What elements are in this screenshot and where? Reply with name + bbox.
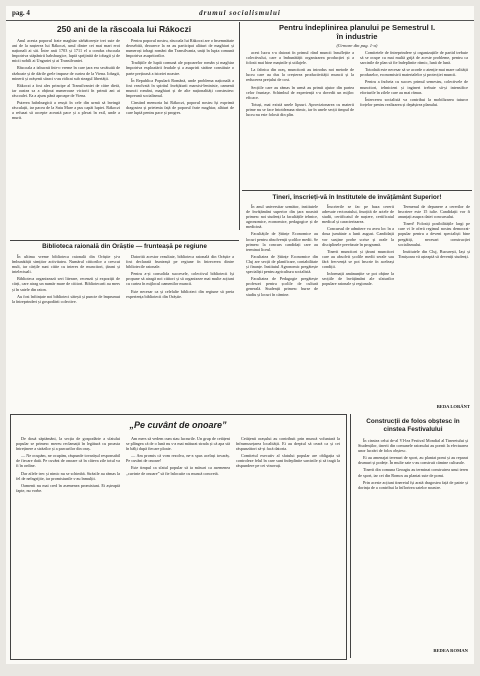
column-divider [350, 414, 351, 658]
paragraph: De două săptămâni, la secția de gospodărie a sfatului popular se primesc mereu reclamații în legătură cu proasta întreținere a străzilor și a parcurilor din oraș. [16, 436, 120, 452]
plan-column-1 [246, 50, 354, 186]
paragraph: acest lucru s-a datorat în primul rând muncii însuflețite a colectivului, care a îmbunătățit organizarea producției și a folosit mai bine mașinile și utilajele. [246, 50, 354, 66]
newspaper-page [6, 6, 474, 664]
paragraph: — Am promis că vom rezolva, ne-a spus același tovarăș. Pe cuvânt de onoare! [126, 453, 230, 464]
newspaper-title: drumul socialismului [199, 9, 281, 17]
paragraph: Pentru a-și consolida succesele, colectivul bibliotecii își propune să atragă noi cititori și să organizeze mai multe acțiuni cu cartea în mijlocul oamenilor muncii. [126, 271, 234, 287]
paragraph: Facultatea de Pedagogie pregătește profesori pentru școlile de cultură generală. Studenții primesc burse de studiu și locuri în cămine. [246, 276, 318, 297]
rakoczi-headline: 250 ani de la răscoala lui Rákoczi [56, 24, 192, 34]
paragraph: Termenul de depunere a cererilor de înscriere este 15 iulie. Candidații vor fi anunțați asupra datei concursului. [398, 204, 470, 220]
column-divider [239, 22, 240, 230]
paragraph: Tinerii din comuna Geoagiu au terminat construirea unui teren de sport, iar cei din Romos au plantat sute de pomi. [358, 467, 468, 478]
paragraph: Dar zilele trec și nimic nu se schimbă. Străzile au rămas la fel de neîngrijite, iar promisiunile s-au înmulțit. [16, 470, 120, 481]
cuvant-column-2 [126, 436, 230, 652]
paragraph: Prin aceste acțiuni tineretul își arată dragostea față de patrie și dorința de a contribui la înflorirea satelor noastre. [358, 479, 468, 490]
paragraph: În cinstea celui de-al VI-lea Festival Mondial al Tineretului și Studenților, tinerii din comunele raionului au pornit la efectuarea unor lucrări de folos obștesc. [358, 438, 468, 454]
cuvant-column-3 [236, 436, 340, 652]
paragraph: Facultățile de Științe Economice au locuri pentru absolvenții școlilor medii. Se primesc la concurs candidați care au terminat liceul. [246, 231, 318, 252]
tineri-signature: BEDA LORÁNT [436, 404, 470, 409]
cuvant-column-1 [16, 436, 120, 652]
paragraph: În Republica Populară Română, unde problema națională a fost rezolvată în spiritul învățăturii marxist-leniniste, oamenii muncii români, maghiari și de alte naționalități construiesc împreună socialismul. [126, 77, 234, 98]
plan-column-2 [360, 50, 468, 186]
plan-headline: Pentru îndeplinirea planului pe Semestrul I. [278, 23, 436, 32]
tineri-headline: Tineri, înscrieți-vă în Institutele de învățământ Superior! [272, 194, 442, 201]
paragraph: Am mers să vedem cum stau lucrurile. Un grup de cetățeni se plângea că de o lună nu s-a mai măturat strada și că apa stă în bălți după fiecare ploaie. [126, 436, 230, 452]
paragraph: Ei au amenajat terenuri de sport, au plantat pomi și au reparat drumuri și podețe. În multe sate s-au construit cămine culturale. [358, 455, 468, 466]
paragraph: Tinerii muncitori și țărani muncitori care au absolvit școlile medii serale sau fără frecvență se pot înscrie în aceleași condiții. [322, 248, 394, 270]
paragraph: Este timpul ca sfatul popular să ia măsuri ca asemenea „cuvinte de onoare” să fie înlocuite cu muncă concretă. [126, 465, 230, 476]
paragraph: Înscrierile se fac pe baza cererii adresate rectoratului, însoțită de actele de studii, certificatul de naștere, certificatul medical și caracterizarea. [322, 204, 394, 225]
rakoczi-column-2 [126, 38, 234, 238]
page-number: pag. 4 [12, 9, 30, 17]
paragraph: Biblioteca organizează seri literare, recenzii și expoziții de cărți, care atrag un număr mare de cititori. Bibliotecarii au mers și în satele din raion. [12, 276, 120, 292]
paragraph: Institutele din Cluj, București, Iași și Timișoara vă așteaptă să deveniți studenți. [398, 248, 470, 259]
paragraph: Pentru poporul nostru, răscoala lui Rákoczi are o însemnătate deosebită, deoarece la ea au participat alături de maghiari și numeroși iobagi români din Transilvania, uniți în lupta comună împotriva asupritorilor. [126, 38, 234, 59]
tineri-column-2 [322, 204, 394, 410]
paragraph: Datorită acestor rezultate, biblioteca raională din Orăștie a fost declarată frunteașă pe regiune în întrecerea dintre bibliotecile raionale. [126, 254, 234, 270]
paragraph: Întrecerea socialistă va contribui la mobilizarea tuturor forțelor pentru realizarea și depășirea planului. [360, 96, 468, 107]
paragraph: Răscoala a izbucnit într-o vreme în care țara era secătuită de războaie și de dările grele impuse de curtea de la Viena. Iobagii, minerii și orășenii săraci s-au ridicat sub steagul libertății. [12, 65, 120, 81]
biblioteca-column-1 [12, 254, 120, 410]
paragraph: În ultima vreme biblioteca raională din Orăștie și-a îmbunătățit simțitor activitatea. Numărul cititorilor a crescut mult, iar cărțile sunt citite cu interes de muncitori, țărani și intelectuali. [12, 254, 120, 275]
paragraph: Pentru a încheia cu succes primul semestru, colectivele de muncitori, tehnicieni și ingineri trebuie să-și intensifice eforturile în zilele care au mai rămas. [360, 79, 468, 95]
paragraph: Este necesar ca și celelalte biblioteci din regiune să preia experiența bibliotecii din Orăștie. [126, 288, 234, 299]
paragraph: La fabrica din oraș, muncitorii au introdus noi metode de lucru care au dus la creșterea productivității muncii și la reducerea prețului de cost. [246, 67, 354, 83]
biblioteca-column-2 [126, 254, 234, 410]
paragraph: Au fost înființate noi biblioteci sătești și puncte de împrumut la întreprinderi și gospodării colective. [12, 293, 120, 304]
masthead [6, 6, 474, 21]
paragraph: Cinstind memoria lui Rákoczi, poporul nostru își exprimă dragostea și prietenia față de poporul frate maghiar, alături de care luptă pentru pace și progres. [126, 100, 234, 116]
biblioteca-headline: Biblioteca raională din Orăștie — frunteașă pe regiune [42, 243, 207, 250]
paragraph: Tineri! Folosiți posibilitățile largi pe care vi le oferă regimul nostru democrat-popular pentru a deveni specialiști bine pregătiți, necesari construcției socialismului. [398, 221, 470, 247]
paragraph: Anul acesta poporul frate maghiar sărbătorește trei sute de ani de la nașterea lui Rákoczi, unul dintre cei mai mari eroi naționali ai săi. Între anii 1703 și 1711 el a condus răscoala împotriva stăpânirii habsburgice, luptă sprijinită de iobagii și de micii nobili ai Ungariei și ai Transilvaniei. [12, 38, 120, 64]
paragraph: Puterea habsburgică a reușit în cele din urmă să învingă răsculații, iar pacea de la Satu Mare a pus capăt luptei. Rákoczi a refuzat să accepte această pace și a plecat în exil, unde a murit. [12, 100, 120, 121]
cuvant-headline: „Pe cuvânt de onoare” [129, 420, 227, 430]
section-divider [242, 190, 472, 191]
paragraph: Cetățenii orașului au contribuit prin muncă voluntară la înfrumusețarea localității. Ei au dreptul să ceară ca și cei răspunzători să-și facă datoria. [236, 436, 340, 452]
paragraph: Oamenii nu mai cred în asemenea promisiuni. Ei așteaptă fapte, nu vorbe. [16, 482, 120, 493]
paragraph: Informații amănunțite se pot obține la secțiile de învățământ ale sfaturilor populare raionale și regionale. [322, 271, 394, 287]
paragraph: Tradițiile de luptă comună ale popoarelor român și maghiar împotriva exploatării feudale și a asupririi străine constituie o parte prețioasă a istoriei noastre. [126, 60, 234, 76]
constructii-headline: Construcții de folos obștesc în cinstea Festivalului [366, 418, 460, 433]
paragraph: Comitetul executiv al sfatului popular are obligația să controleze felul în care sunt îndeplinite sarcinile și să tragă la răspundere pe cei vinovați. [236, 453, 340, 469]
constructii-column [358, 438, 468, 644]
paragraph: — Ne ocupăm, ne ocupăm, răspunde tovarășul responsabil de fiecare dată. Pe cuvânt de onoare că în câteva zile totul va fi în ordine. [16, 453, 120, 469]
paragraph: Rákoczi a fost ales principe al Transilvaniei de către dietă, iar oastea sa a obținut numeroase victorii în primii ani ai răscoalei. Ea a ajuns până aproape de Viena. [12, 82, 120, 98]
plan-subhead: (Urmare din pag. 1-a) [336, 43, 378, 48]
tineri-column-3 [398, 204, 470, 402]
paragraph: Secțiile care au rămas în urmă au primit ajutor din partea celor fruntașe. Schimbul de experiență s-a dovedit un mijloc eficace. [246, 84, 354, 100]
paragraph: Concursul de admitere va avea loc în a doua jumătate a lunii august. Candidații vor susține probe scrise și orale la disciplinele prevăzute în programă. [322, 226, 394, 247]
paragraph: Comitetele de întreprindere și organizațiile de partid trebuie să se ocupe cu mai multă grijă de aceste probleme, pentru ca sarcinile de plan să fie îndeplinite ritmic, lună de lună. [360, 50, 468, 66]
tineri-column-1 [246, 204, 318, 410]
section-divider [10, 240, 239, 241]
rakoczi-column-1 [12, 38, 120, 238]
paragraph: Totodată este necesar să se acorde o atenție mai mare calității produselor, economisirii materialelor și protecției muncii. [360, 67, 468, 78]
paragraph: Facultatea de Științe Economice din Cluj are secții de planificare, contabilitate și finanțe. Institutul Agronomic pregătește specialiști pentru agricultura socialistă. [246, 253, 318, 275]
paragraph: Totuși, mai există unele lipsuri. Aprovizionarea cu materii prime nu se face întotdeauna ritmic, iar în unele secții timpul de lucru nu este folosit din plin. [246, 101, 354, 118]
constructii-signature: BEDEA ROMAN [433, 648, 468, 653]
plan-headline-line-2: în industrie [336, 32, 378, 41]
paragraph: În anul universitar următor, institutele de învățământ superior din țara noastră primesc noi studenți la facultățile tehnice, agronomice, economice, pedagogice și de medicină. [246, 204, 318, 230]
